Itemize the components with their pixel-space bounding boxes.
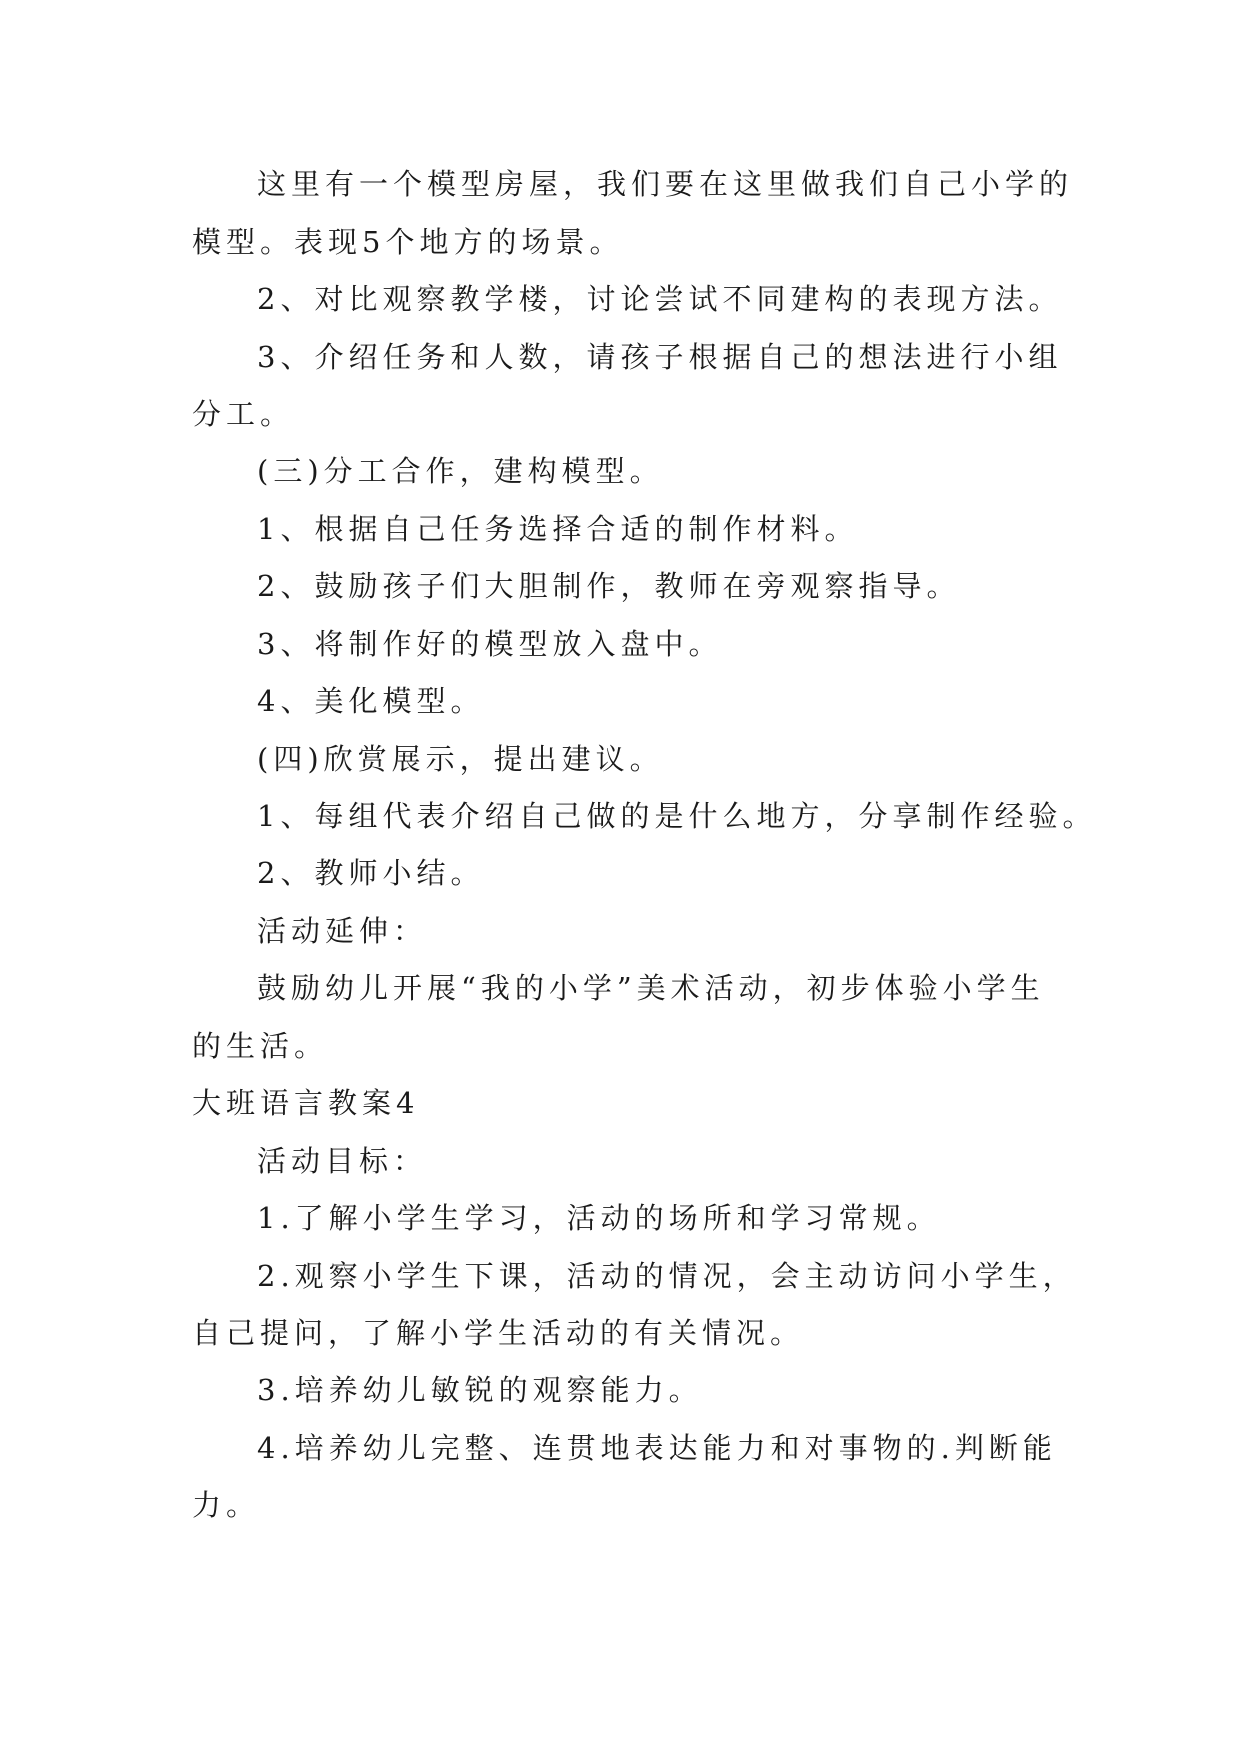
paragraph-line: 鼓励幼儿开展“我的小学”美术活动，初步体验小学生: [257, 971, 1045, 1005]
paragraph-line: 力。: [192, 1488, 261, 1522]
section-heading: 活动目标：: [257, 1144, 428, 1178]
section-heading: (三)分工合作，建构模型。: [257, 454, 664, 488]
paragraph-line: 2、教师小结。: [257, 856, 485, 890]
paragraph-line: 3、介绍任务和人数，请孩子根据自己的想法进行小组: [257, 340, 1063, 374]
paragraph-line: 3.培养幼儿敏锐的观察能力。: [257, 1373, 703, 1407]
section-heading: 活动延伸：: [257, 914, 428, 948]
document-title: 大班语言教案4: [192, 1086, 420, 1120]
section-heading: (四)欣赏展示，提出建议。: [257, 742, 664, 776]
paragraph-line: 自己提问，了解小学生活动的有关情况。: [192, 1316, 805, 1350]
paragraph-line: 模型。表现5个地方的场景。: [192, 225, 624, 259]
paragraph-line: 2、鼓励孩子们大胆制作，教师在旁观察指导。: [257, 569, 961, 603]
paragraph-line: 分工。: [192, 397, 295, 431]
paragraph-line: 4、美化模型。: [257, 684, 485, 718]
paragraph-line: 4.培养幼儿完整、连贯地表达能力和对事物的.判断能: [257, 1431, 1057, 1465]
paragraph-line: 这里有一个模型房屋，我们要在这里做我们自己小学的: [257, 167, 1074, 201]
paragraph-line: 3、将制作好的模型放入盘中。: [257, 627, 723, 661]
paragraph-line: 1、根据自己任务选择合适的制作材料。: [257, 512, 859, 546]
paragraph-line: 2、对比观察教学楼，讨论尝试不同建构的表现方法。: [257, 282, 1063, 316]
paragraph-line: 1、每组代表介绍自己做的是什么地方，分享制作经验。: [257, 799, 1097, 833]
paragraph-line: 1.了解小学生学习，活动的场所和学习常规。: [257, 1201, 941, 1235]
paragraph-line: 2.观察小学生下课，活动的情况，会主动访问小学生，: [257, 1259, 1077, 1293]
paragraph-line: 的生活。: [192, 1029, 329, 1063]
